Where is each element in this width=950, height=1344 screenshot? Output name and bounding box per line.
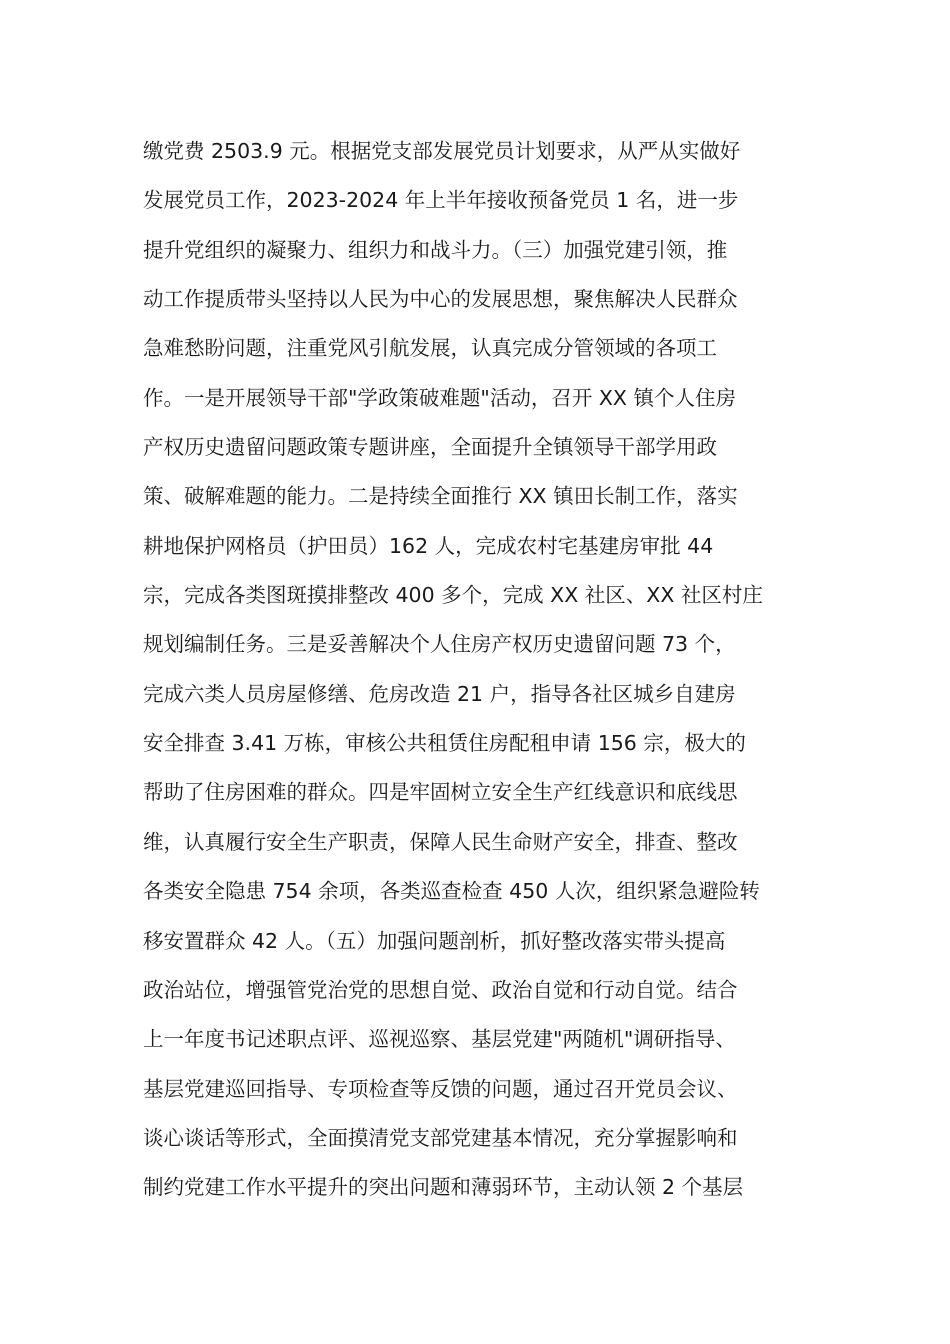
- text-line: 移安置群众 42 人。（五）加强问题剖析，抓好整改落实带头提高: [143, 928, 726, 953]
- text-line: 政治站位，增强管党治党的思想自觉、政治自觉和行动自觉。结合: [143, 977, 738, 1002]
- text-line: 规划编制任务。三是妥善解决个人住房产权历史遗留问题 73 个，: [143, 632, 736, 657]
- text-line: 各类安全隐患 754 余项，各类巡查检查 450 人次，组织紧急避险转: [143, 879, 760, 904]
- text-line: 产权历史遗留问题政策专题讲座，全面提升全镇领导干部学用政: [143, 435, 717, 460]
- text-line: 急难愁盼问题，注重党风引航发展，认真完成分管领域的各项工: [143, 336, 717, 361]
- body-text: [143, 127, 823, 1213]
- text-line: 耕地保护网格员（护田员）162 人，完成农村宅基建房审批 44: [143, 533, 714, 558]
- text-line: 提升党组织的凝聚力、组织力和战斗力。（三）加强党建引领，推: [143, 237, 728, 262]
- text-line: 策、破解难题的能力。二是持续全面推行 XX 镇田长制工作，落实: [143, 484, 738, 509]
- text-line: 安全排查 3.41 万栋，审核公共租赁住房配租申请 156 宗，极大的: [143, 731, 746, 756]
- text-line: 制约党建工作水平提升的突出问题和薄弱环节，主动认领 2 个基层: [143, 1175, 744, 1200]
- text-line: 动工作提质带头坚持以人民为中心的发展思想，聚焦解决人民群众: [143, 287, 738, 312]
- text-line: 谈心谈话等形式，全面摸清党支部党建基本情况，充分掌握影响和: [143, 1125, 738, 1150]
- text-line: 帮助了住房困难的群众。四是牢固树立安全生产红线意识和底线思: [143, 780, 738, 805]
- text-line: 缴党费 2503.9 元。根据党支部发展党员计划要求，从严从实做好: [143, 139, 741, 163]
- text-line: 宗，完成各类图斑摸排整改 400 多个，完成 XX 社区、XX 社区村庄: [143, 583, 763, 608]
- text-line: 完成六类人员房屋修缮、危房改造 21 户，指导各社区城乡自建房: [143, 681, 736, 706]
- text-line: 上一年度书记述职点评、巡视巡察、基层党建"两随机"调研指导、: [143, 1027, 736, 1052]
- text-line: 作。一是开展领导干部"学政策破难题"活动，召开 XX 镇个人住房: [143, 385, 736, 410]
- text-line: 基层党建巡回指导、专项检查等反馈的问题，通过召开党员会议、: [143, 1076, 738, 1101]
- text-line: 维，认真履行安全生产职责，保障人民生命财产安全，排查、整改: [143, 829, 738, 854]
- text-line: 发展党员工作，2023-2024 年上半年接收预备党员 1 名，进一步: [143, 188, 739, 213]
